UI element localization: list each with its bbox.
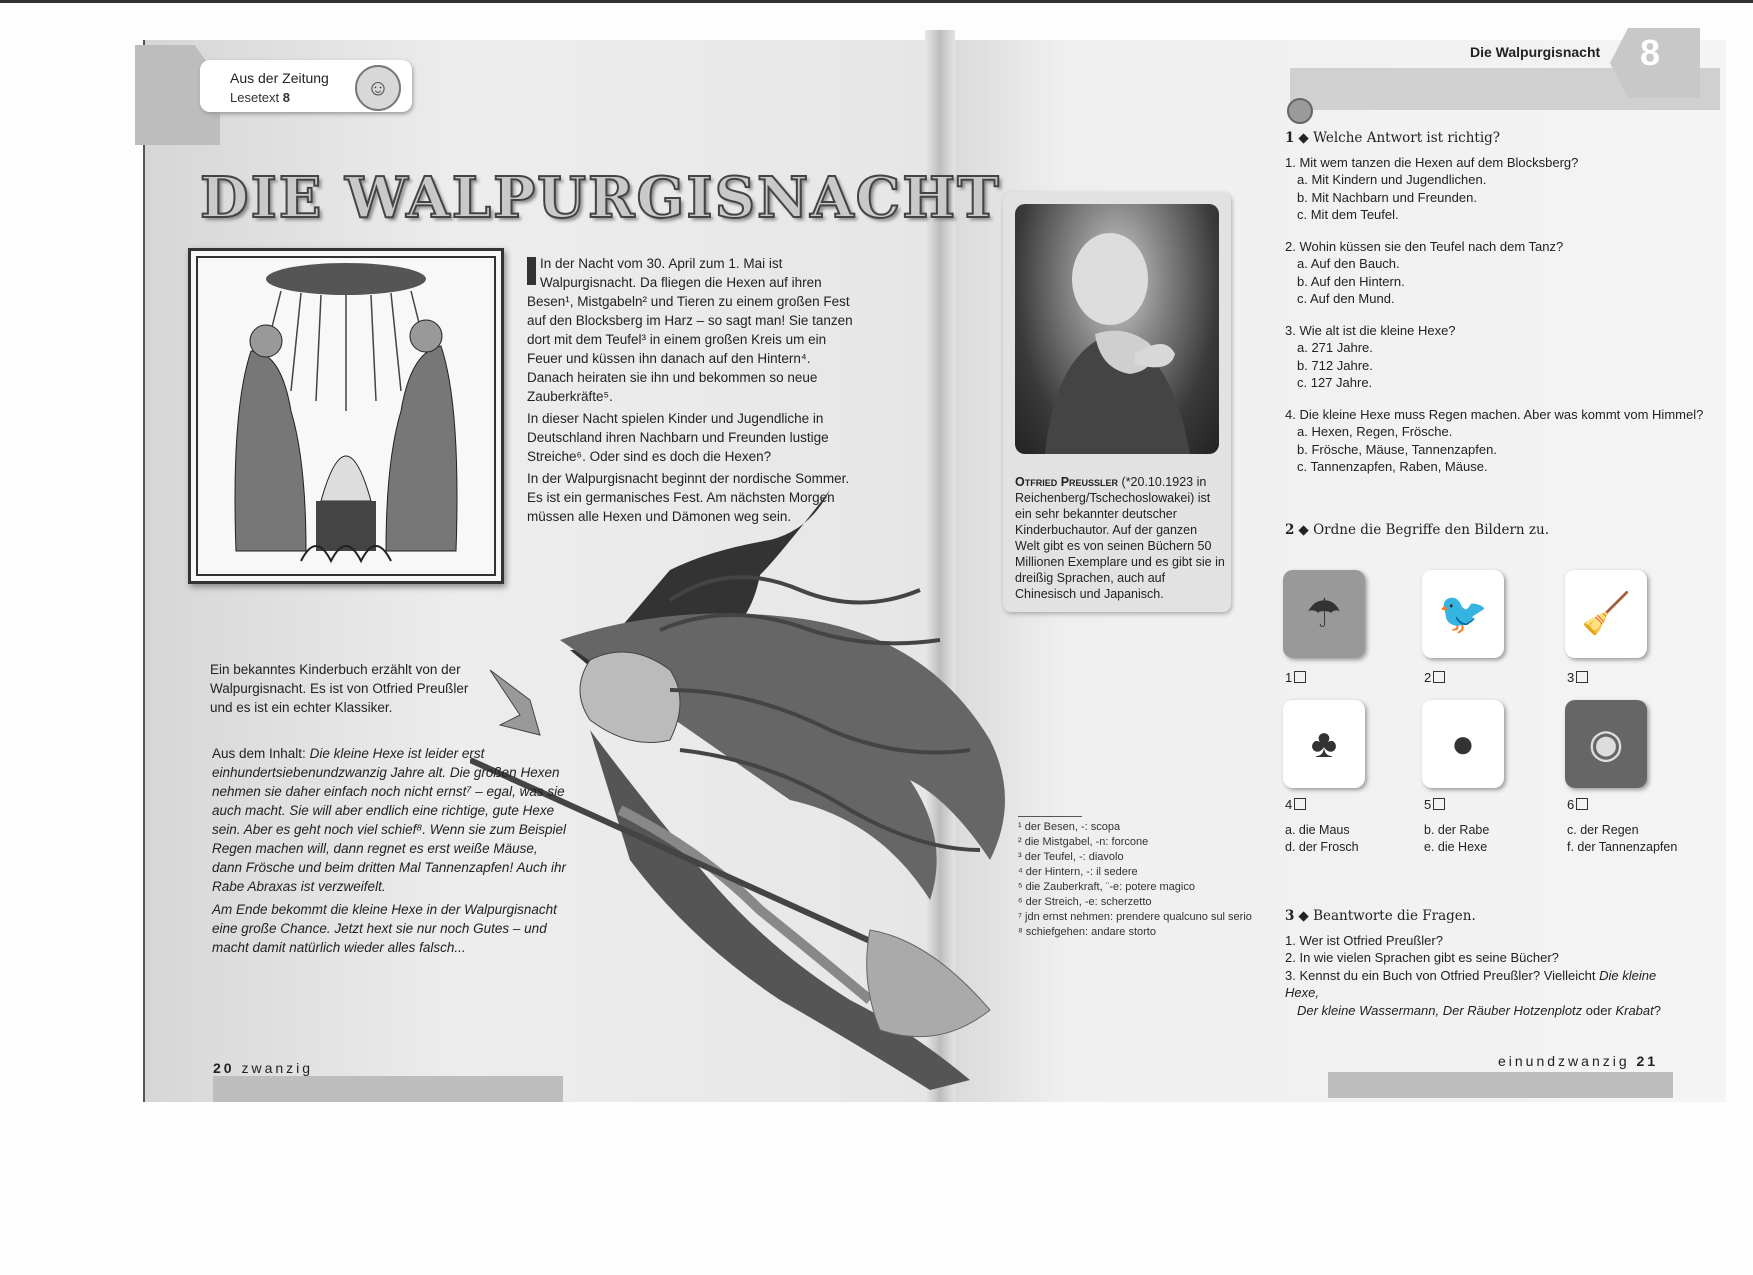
witch-icon: 🧹 — [1581, 592, 1631, 636]
checkbox-4-label: 4 — [1285, 797, 1293, 812]
checkbox-5-label: 5 — [1424, 797, 1432, 812]
book-summary-end-text: Am Ende bekommt die kleine Hexe in der Walpurgisnacht eine große Chance. Jetzt hext sie nur noch Gutes – und macht damit natürlich wieder alles falsch... — [212, 902, 557, 955]
checkbox-3[interactable] — [1567, 670, 1588, 685]
section-tab — [200, 60, 412, 112]
woodcut-drawing — [191, 251, 501, 581]
left-page-number — [213, 1060, 313, 1076]
term: b. der Rabe — [1424, 823, 1490, 837]
answer-option: c. Tannenzapfen, Raben, Mäuse. — [1297, 459, 1488, 474]
author-caption — [1015, 474, 1225, 602]
image-pinecone — [1283, 700, 1365, 788]
author-name: Otfried Preussler — [1015, 475, 1119, 489]
book-title-4: Krabat — [1615, 1002, 1654, 1018]
book-titles-2-3: Der kleine Wassermann, Der Räuber Hotzenplotz — [1297, 1002, 1583, 1018]
checkbox-square[interactable] — [1433, 798, 1445, 810]
footnote-1: ¹ der Besen, -: scopa — [1018, 821, 1121, 833]
scan-top-edge — [0, 0, 1753, 3]
checkbox-square[interactable] — [1433, 671, 1445, 683]
section-tab-title: Aus der Zeitung — [230, 70, 329, 86]
exercise-3-question-2: 2. In wie vielen Sprachen gibt es seine Bücher? — [1285, 950, 1559, 965]
exercise-3-question-1: 1. Wer ist Otfried Preußler? — [1285, 932, 1443, 948]
question-text: 3. Wie alt ist die kleine Hexe? — [1285, 322, 1456, 338]
book-title-1: Die kleine Hexe, — [1285, 967, 1657, 1000]
book-summary-label: Aus dem Inhalt: — [212, 746, 306, 761]
section-tab-sub-label: Lesetext — [230, 90, 280, 105]
checkbox-6[interactable] — [1567, 797, 1588, 812]
image-mouse — [1422, 700, 1504, 788]
left-page-number-digits: 20 — [213, 1060, 235, 1076]
exercise-1-question-4 — [1285, 406, 1705, 476]
answer-option: c. Mit dem Teufel. — [1297, 207, 1399, 222]
footnote-4: ⁴ der Hintern, -: il sedere — [1018, 866, 1138, 878]
exercise-3 — [1285, 908, 1685, 1019]
exercise-3-question-3-text: 3. Kennst du ein Buch von Otfried Preußler? Vielleicht — [1285, 967, 1596, 983]
term: a. die Maus — [1285, 823, 1350, 837]
image-witch — [1565, 570, 1647, 658]
left-page-edge — [143, 40, 145, 1102]
footnote-6: ⁶ der Streich, -e: scherzetto — [1018, 896, 1152, 908]
checkbox-2[interactable] — [1424, 670, 1445, 685]
exercise-1-number: 1 — [1285, 130, 1295, 146]
author-photo-drawing — [1015, 204, 1219, 454]
answer-option: a. Auf den Bauch. — [1297, 256, 1400, 271]
exercise-3-number: 3 — [1285, 908, 1295, 924]
exercise-3-title-text: Beantworte die Fragen. — [1313, 908, 1476, 924]
question-text: 4. Die kleine Hexe muss Regen machen. Aber was kommt vom Himmel? — [1285, 406, 1704, 422]
exercise-1 — [1285, 130, 1705, 490]
exercise-1-question-1 — [1285, 154, 1705, 224]
terms-column-1 — [1285, 822, 1359, 856]
mouse-icon: ● — [1450, 722, 1476, 766]
left-footer-bar — [213, 1076, 563, 1102]
footnote-7: ⁷ jdn ernst nehmen: prendere qualcuno sul serio — [1018, 911, 1252, 923]
exercise-1-title-text: Welche Antwort ist richtig? — [1313, 130, 1501, 146]
exercise-marker-dot — [1287, 98, 1313, 124]
footnote-rule — [1018, 816, 1082, 817]
checkbox-5[interactable] — [1424, 797, 1445, 812]
drop-cap-bar — [527, 257, 536, 285]
answer-option: a. 271 Jahre. — [1297, 340, 1373, 355]
answer-option: c. Auf den Mund. — [1297, 291, 1395, 306]
left-page-number-word: zwanzig — [241, 1060, 314, 1076]
answer-option: a. Hexen, Regen, Frösche. — [1297, 424, 1453, 439]
image-raven — [1422, 570, 1504, 658]
footnotes — [1018, 816, 1258, 940]
question-text: 1. Mit wem tanzen die Hexen auf dem Blocksberg? — [1285, 154, 1579, 170]
exercise-3-or: oder — [1585, 1002, 1612, 1018]
checkbox-square[interactable] — [1294, 798, 1306, 810]
terms-column-3 — [1567, 822, 1677, 856]
checkbox-1-label: 1 — [1285, 670, 1293, 685]
article-paragraph-3: In der Walpurgisnacht beginnt der nordische Sommer. Es ist ein germanisches Fest. Am nächsten Morgen müssen alle Hexen und Dämonen weg sein. — [527, 471, 850, 524]
newspaper-mascot-icon: ☺ — [355, 65, 401, 111]
answer-option: b. Frösche, Mäuse, Tannenzapfen. — [1297, 441, 1497, 457]
question-text: 2. Wohin küssen sie den Teufel nach dem Tanz? — [1285, 238, 1564, 254]
term: c. der Regen — [1567, 823, 1639, 837]
author-card — [1003, 192, 1231, 612]
exercise-2 — [1285, 522, 1705, 546]
raven-icon: 🐦 — [1438, 592, 1488, 636]
term: d. der Frosch — [1285, 840, 1359, 854]
right-footer-bar — [1328, 1072, 1673, 1098]
pinecone-icon: ♣ — [1310, 722, 1338, 766]
book-summary — [212, 744, 567, 961]
book-summary-paragraph — [212, 744, 567, 896]
image-rain — [1283, 570, 1365, 658]
terms-column-2 — [1424, 822, 1489, 856]
right-page-number-digits: 21 — [1636, 1053, 1659, 1069]
term: e. die Hexe — [1424, 840, 1488, 854]
footnote-8: ⁸ schiefgehen: andare storto — [1018, 926, 1156, 938]
term: f. der Tannenzapfen — [1567, 840, 1678, 854]
article-text — [527, 254, 857, 529]
exercise-3-question-3 — [1285, 967, 1685, 1020]
section-tab-sub — [230, 90, 290, 105]
book-summary-text: Die kleine Hexe ist leider erst einhundertsiebenundzwanzig Jahre alt. Die großen Hexen nehmen sie daher einfach noch nicht ernst⁷ – egal, was sie auch macht. Sie will aber endlich eine richtige, gute Hexe sein. Aber es geht noch viel schief⁸. Wenn sie zum Beispiel Regen machen will, dann regnet es erst weiße Mäuse, dann Frösche und beim dritten Mal Tannenzapfen! Auch ihr Rabe Abraxas ist verzweifelt. — [212, 746, 567, 894]
answer-option: b. Auf den Hintern. — [1297, 273, 1405, 289]
answer-option: b. Mit Nachbarn und Freunden. — [1297, 189, 1477, 205]
exercise-1-question-2 — [1285, 238, 1705, 308]
checkbox-2-label: 2 — [1424, 670, 1432, 685]
checkbox-square[interactable] — [1294, 671, 1306, 683]
right-header-number: 8 — [1640, 32, 1661, 73]
woodcut-witches-illustration — [188, 248, 504, 584]
exercise-1-question-3 — [1285, 322, 1705, 392]
checkbox-square[interactable] — [1576, 798, 1588, 810]
image-frog — [1565, 700, 1647, 788]
exercise-1-title: 1 ◆ Welche Antwort ist richtig? — [1285, 130, 1501, 146]
article-paragraph-2: In dieser Nacht spielen Kinder und Jugendliche in Deutschland ihren Nachbarn und Freunden lustige Streiche⁶. Oder sind es doch die Hexen? — [527, 411, 829, 464]
exercise-2-title-text: Ordne die Begriffe den Bildern zu. — [1313, 522, 1550, 538]
rain-icon: ☂ — [1306, 592, 1342, 636]
right-page-number — [1498, 1053, 1658, 1069]
book-intro: Ein bekanntes Kinderbuch erzählt von der Walpurgisnacht. Es ist von Otfried Preußler und es ist ein echter Klassiker. — [210, 662, 469, 715]
answer-option: c. 127 Jahre. — [1297, 375, 1373, 390]
answer-option: a. Mit Kindern und Jugendlichen. — [1297, 172, 1487, 187]
footnote-5: ⁵ die Zauberkraft, ¨-e: potere magico — [1018, 881, 1195, 893]
footnote-3: ³ der Teufel, -: diavolo — [1018, 851, 1124, 863]
right-page-number-word: einundzwanzig — [1498, 1053, 1630, 1069]
author-bio: (*20.10.1923 in Reichenberg/Tschechoslowakei) ist ein sehr bekannter deutscher Kinderbuchautor. Auf der ganzen Welt gibt es von seinen Büchern 50 Millionen Exemplare und es gibt sie in dreißig Sprachen, auch auf Chinesisch und Japanisch. — [1015, 475, 1225, 601]
frog-icon: ◉ — [1588, 722, 1624, 766]
exercise-3-question-mark: ? — [1653, 1002, 1661, 1018]
checkbox-6-label: 6 — [1567, 797, 1575, 812]
page-title: DIE WALPURGISNACHT — [200, 165, 1001, 231]
book-summary-end — [212, 900, 567, 957]
checkbox-square[interactable] — [1576, 671, 1588, 683]
checkbox-4[interactable] — [1285, 797, 1306, 812]
exercise-2-title: 2 ◆ Ordne die Begriffe den Bildern zu. — [1285, 522, 1550, 538]
answer-option: b. 712 Jahre. — [1297, 357, 1373, 373]
checkbox-3-label: 3 — [1567, 670, 1575, 685]
exercise-3-title: 3 ◆ Beantworte die Fragen. — [1285, 908, 1476, 924]
exercise-2-number: 2 — [1285, 522, 1295, 538]
section-tab-sub-number: 8 — [282, 90, 291, 105]
footnote-2: ² die Mistgabel, -n: forcone — [1018, 836, 1149, 848]
checkbox-1[interactable] — [1285, 670, 1306, 685]
author-photo — [1015, 204, 1219, 454]
right-running-header: Die Walpurgisnacht — [1470, 44, 1601, 60]
article-paragraph-1: In der Nacht vom 30. April zum 1. Mai ist Walpurgisnacht. Da fliegen die Hexen auf ihren Besen¹, Mistgabeln² und Tieren zu einem großen Fest auf den Blocksberg im Harz – so sagt man! Sie tanzen dort mit dem Teufel³ in einem großen Kreis um ein Feuer und küssen ihn danach auf den Hintern⁴. Danach heiraten sie ihn und bekommen so neue Zauberkräfte⁵. — [527, 256, 853, 404]
